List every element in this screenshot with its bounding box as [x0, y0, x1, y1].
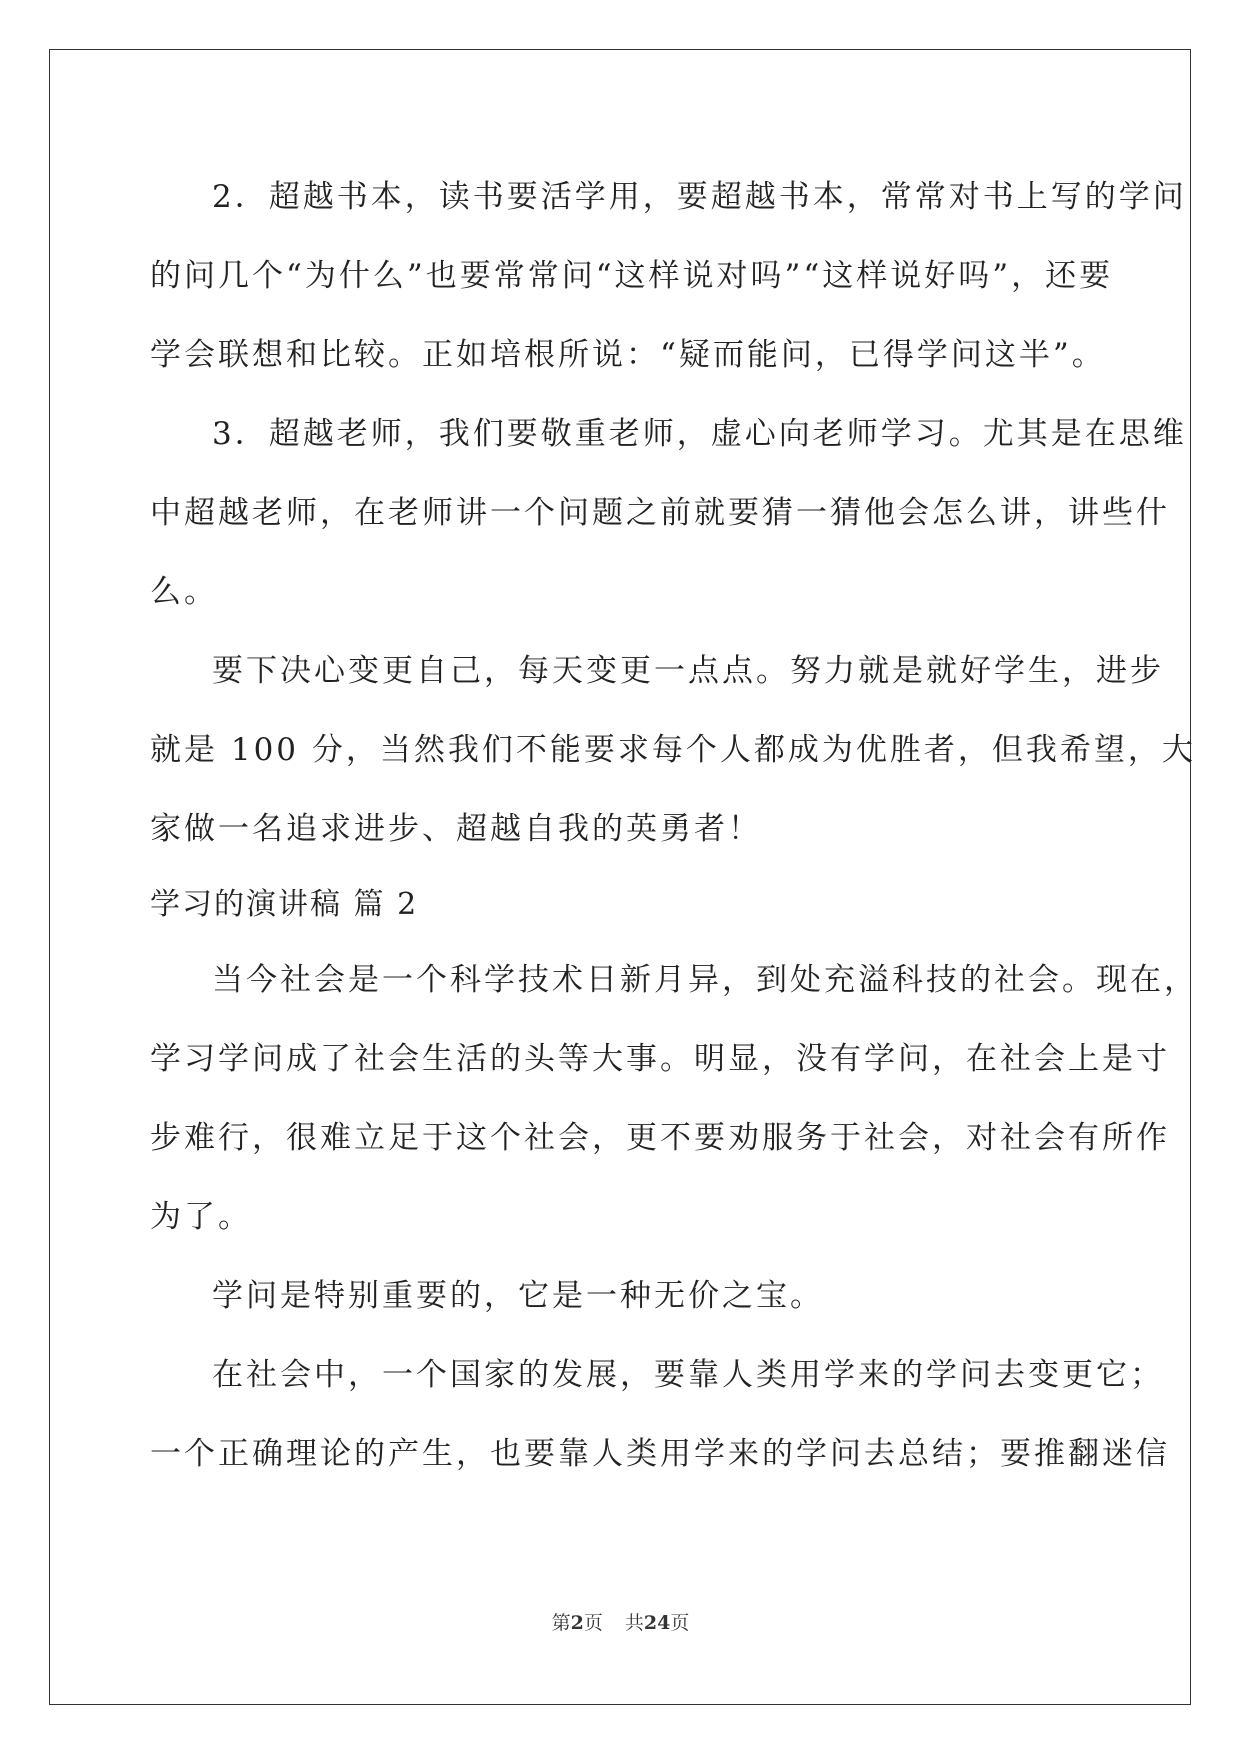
paragraph-line: 么。 — [150, 574, 218, 610]
paragraph-line: 的问几个“为什么”也要常常问“这样说对吗”“这样说好吗”，还要 — [150, 258, 1114, 294]
paragraph-line: 学会联想和比较。正如培根所说：“疑而能问，已得学问这半”。 — [150, 337, 1106, 373]
page-footer — [0, 1608, 1241, 1635]
paragraph-line: 3．超越老师，我们要敬重老师，虚心向老师学习。尤其是在思维 — [212, 416, 1187, 452]
paragraph-line: 为了。 — [150, 1199, 252, 1235]
paragraph-line: 一个正确理论的产生，也要靠人类用学来的学问去总结；要推翻迷信 — [150, 1436, 1170, 1472]
total-suffix: 页 — [670, 1612, 690, 1634]
section-heading: 学习的演讲稿 篇 2 — [150, 887, 419, 922]
paragraph-line: 学习学问成了社会生活的头等大事。明显，没有学问，在社会上是寸 — [150, 1041, 1170, 1077]
paragraph-line: 2．超越书本，读书要活学用，要超越书本，常常对书上写的学问 — [212, 179, 1187, 215]
paragraph-line: 当今社会是一个科学技术日新月异，到处充溢科技的社会。现在， — [212, 962, 1198, 998]
paragraph-line: 就是 100 分，当然我们不能要求每个人都成为优胜者，但我希望，大 — [150, 732, 1196, 768]
page-suffix: 页 — [583, 1612, 603, 1634]
page-prefix: 第 — [551, 1612, 571, 1634]
paragraph-line: 学问是特别重要的，它是一种无价之宝。 — [212, 1278, 824, 1314]
page-total: 24 — [643, 1612, 671, 1634]
page-current: 2 — [570, 1612, 584, 1634]
total-prefix: 共 — [624, 1612, 644, 1634]
paragraph-line: 步难行，很难立足于这个社会，更不要劝服务于社会，对社会有所作 — [150, 1120, 1170, 1156]
paragraph-line: 要下决心变更自己，每天变更一点点。努力就是就好学生，进步 — [212, 653, 1164, 689]
paragraph-line: 中超越老师，在老师讲一个问题之前就要猜一猜他会怎么讲，讲些什 — [150, 495, 1170, 531]
paragraph-line: 家做一名追求进步、超越自我的英勇者！ — [150, 811, 762, 847]
document-body — [150, 158, 1198, 1494]
paragraph-line: 在社会中，一个国家的发展，要靠人类用学来的学问去变更它； — [212, 1357, 1164, 1393]
